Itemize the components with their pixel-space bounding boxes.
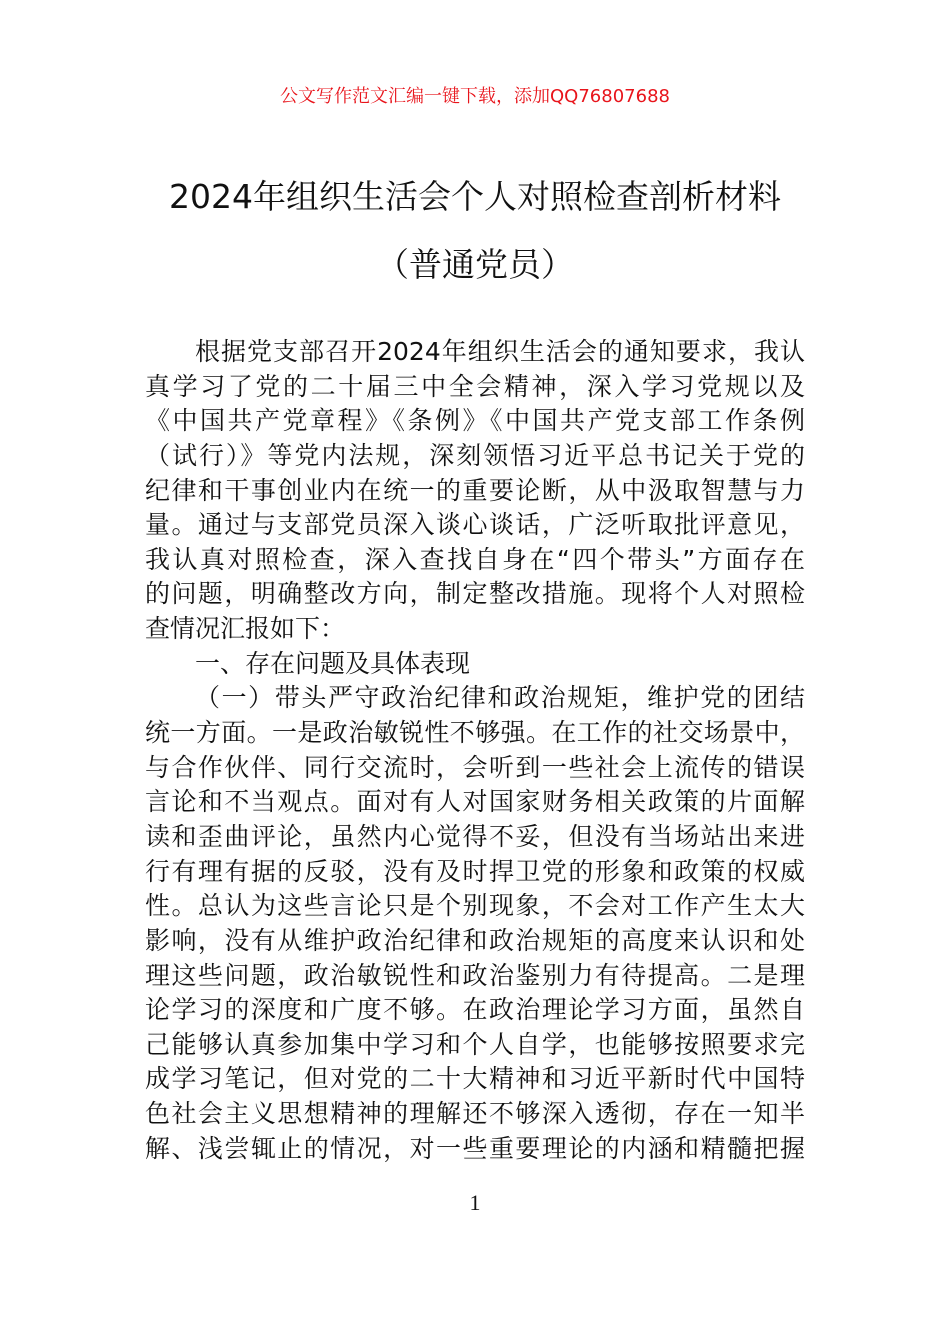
page-number: 1 bbox=[469, 1190, 481, 1215]
section-heading-text: 一、存在问题及具体表现 bbox=[195, 648, 471, 678]
text-line: （一）带头严守政治纪律和政治规矩，维护党的团结 bbox=[195, 683, 805, 713]
text-line: 统一方面。一是政治敏锐性不够强。在工作的社交场景中， bbox=[145, 718, 805, 748]
paragraph-section-1 bbox=[145, 681, 805, 1166]
text-line: 己能够认真参加集中学习和个人自学，也能够按照要求完 bbox=[145, 1029, 805, 1059]
text-line: 读和歪曲评论，虽然内心觉得不妥，但没有当场站出来进 bbox=[145, 821, 805, 851]
document-subtitle: （普通党员） bbox=[376, 245, 574, 284]
text-line: 纪律和干事创业内在统一的重要论断，从中汲取智慧与力 bbox=[145, 475, 805, 505]
text-line: 真学习了党的二十届三中全会精神，深入学习党规以及 bbox=[145, 371, 805, 401]
text-line: 性。总认为这些言论只是个别现象，不会对工作产生太大 bbox=[145, 891, 805, 921]
text-line: 的问题，明确整改方向，制定整改措施。现将个人对照检 bbox=[145, 579, 805, 609]
section-heading bbox=[145, 647, 805, 682]
watermark-header: 公文写作范文汇编一键下载，添加QQ76807688 bbox=[280, 86, 670, 107]
text-line: 解、浅尝辄止的情况，对一些重要理论的内涵和精髓把握 bbox=[145, 1133, 805, 1163]
text-line: 根据党支部召开2024年组织生活会的通知要求，我认 bbox=[195, 337, 805, 366]
text-line: 我认真对照检查，深入查找自身在“四个带头”方面存在 bbox=[145, 544, 805, 574]
text-line: 理这些问题，政治敏锐性和政治鉴别力有待提高。二是理 bbox=[145, 960, 805, 990]
text-line: 成学习笔记，但对党的二十大精神和习近平新时代中国特 bbox=[145, 1064, 805, 1094]
document-title: 2024年组织生活会个人对照检查剖析材料 bbox=[169, 177, 781, 216]
paragraph-intro bbox=[145, 335, 805, 647]
text-line: （试行）》等党内法规，深刻领悟习近平总书记关于党的 bbox=[145, 440, 805, 470]
text-line: 量。通过与支部党员深入谈心谈话，广泛听取批评意见， bbox=[145, 510, 805, 540]
text-line: 论学习的深度和广度不够。在政治理论学习方面，虽然自 bbox=[145, 995, 805, 1025]
text-line: 色社会主义思想精神的理解还不够深入透彻，存在一知半 bbox=[145, 1099, 805, 1129]
text-line: 与合作伙伴、同行交流时，会听到一些社会上流传的错误 bbox=[145, 752, 805, 782]
text-line: 查情况汇报如下： bbox=[145, 614, 346, 644]
text-line: 言论和不当观点。面对有人对国家财务相关政策的片面解 bbox=[145, 787, 805, 817]
text-line: 行有理有据的反驳，没有及时捍卫党的形象和政策的权威 bbox=[145, 856, 805, 886]
text-line: 影响，没有从维护政治纪律和政治规矩的高度来认识和处 bbox=[145, 925, 805, 955]
text-line: 《中国共产党章程》《条例》《中国共产党支部工作条例 bbox=[145, 406, 805, 436]
document-body bbox=[145, 335, 805, 1166]
